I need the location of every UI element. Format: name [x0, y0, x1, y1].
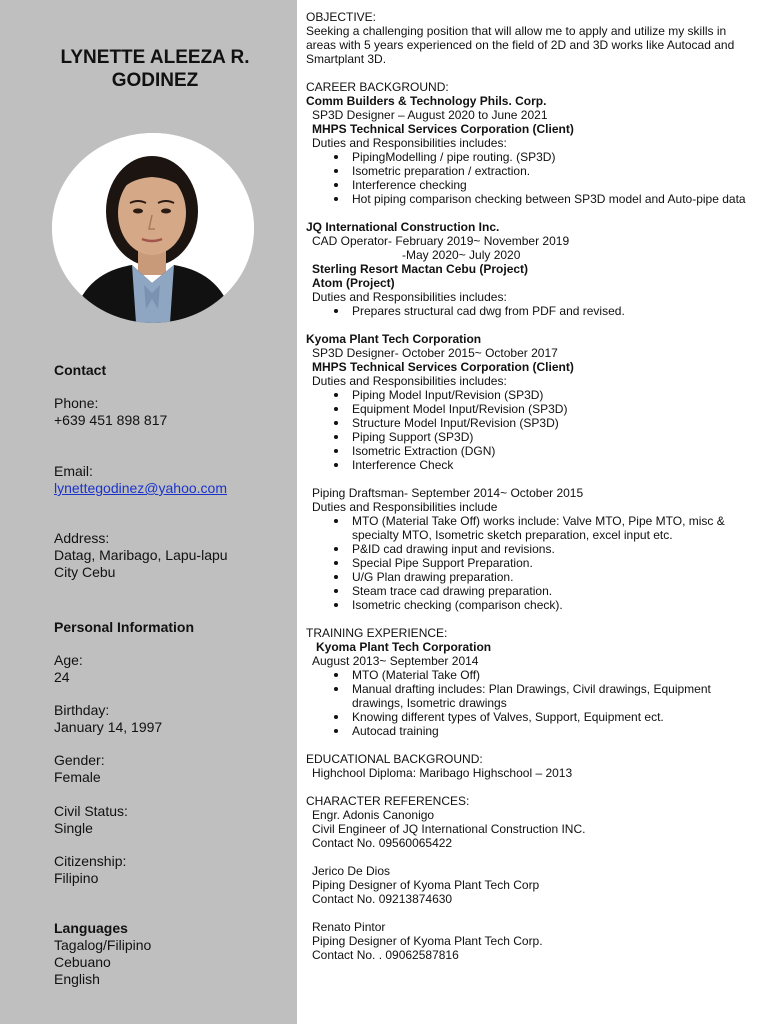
contact-heading: Contact: [54, 362, 107, 378]
citizenship-value: Filipino: [54, 870, 99, 886]
job3-client: MHPS Technical Services Corporation (Client): [312, 360, 574, 374]
language-item: Cebuano: [54, 954, 111, 970]
applicant-name: LYNETTE ALEEZA R. GODINEZ: [60, 47, 250, 91]
main-content: [306, 10, 758, 962]
reference-title: Piping Designer of Kyoma Plant Tech Corp.: [312, 934, 543, 948]
objective-heading: OBJECTIVE:: [306, 10, 377, 24]
objective-text: Seeking a challenging position that will allow me to apply and utilize my skills in areas with 5 years experienced on the field of 2D and 3D works like Autocad and Smartplant 3D.: [306, 24, 735, 66]
birthday-label: Birthday:: [54, 702, 110, 718]
phone-value: +639 451 898 817: [54, 412, 168, 428]
list-item: Isometric Extraction (DGN): [306, 444, 758, 458]
civil-status-label: Civil Status:: [54, 803, 128, 819]
education-heading: EDUCATIONAL BACKGROUND:: [306, 752, 483, 766]
job2-role: CAD Operator- February 2019~ November 2019: [312, 234, 570, 248]
job1-role: SP3D Designer – August 2020 to June 2021: [312, 108, 548, 122]
citizenship-label: Citizenship:: [54, 853, 127, 869]
gender-label: Gender:: [54, 752, 105, 768]
age-label: Age:: [54, 652, 83, 668]
training-heading: TRAINING EXPERIENCE:: [306, 626, 448, 640]
job2-duties-label: Duties and Responsibilities includes:: [312, 290, 507, 304]
address-line1: Datag, Maribago, Lapu-lapu: [54, 547, 228, 563]
job3-role: SP3D Designer- October 2015~ October 2017: [312, 346, 558, 360]
address-label: Address:: [54, 530, 110, 546]
language-item: English: [54, 971, 100, 987]
job1-client: MHPS Technical Services Corporation (Client): [312, 122, 574, 136]
languages-heading: Languages: [54, 920, 128, 936]
list-item: Piping Model Input/Revision (SP3D): [306, 388, 758, 402]
email-link[interactable]: lynettegodinez@yahoo.com: [54, 480, 227, 496]
list-item: Piping Support (SP3D): [306, 430, 758, 444]
job2-project1: Sterling Resort Mactan Cebu (Project): [312, 262, 529, 276]
list-item: Interference checking: [306, 178, 758, 192]
references-heading: CHARACTER REFERENCES:: [306, 794, 470, 808]
career-heading: CAREER BACKGROUND:: [306, 80, 449, 94]
education-text: Highchool Diploma: Maribago Highschool – 2013: [312, 766, 573, 780]
job1-duties-label: Duties and Responsibilities includes:: [312, 136, 507, 150]
age-value: 24: [54, 669, 70, 685]
list-item: MTO (Material Take Off) works include: Valve MTO, Pipe MTO, misc & specialty MTO, Isometric sketch preparation, excel input etc.: [306, 514, 758, 542]
job3-duties: [306, 388, 758, 472]
list-item: MTO (Material Take Off): [306, 668, 758, 682]
list-item: Special Pipe Support Preparation.: [306, 556, 758, 570]
list-item: Manual drafting includes: Plan Drawings, Civil drawings, Equipment drawings, Isometric drawings: [306, 682, 758, 710]
address-line2: City Cebu: [54, 564, 116, 580]
training-items: [306, 668, 758, 738]
gender-value: Female: [54, 769, 101, 785]
sidebar: [0, 0, 297, 1024]
training-period: August 2013~ September 2014: [312, 654, 479, 668]
job4-duties: [306, 514, 758, 612]
job2-project2: Atom (Project): [312, 276, 395, 290]
personal-heading: Personal Information: [54, 619, 195, 635]
list-item: Prepares structural cad dwg from PDF and revised.: [306, 304, 758, 318]
reference-name: Engr. Adonis Canonigo: [312, 808, 435, 822]
job3-company: Kyoma Plant Tech Corporation: [306, 332, 482, 346]
job2-role-cont: -May 2020~ July 2020: [402, 248, 521, 262]
list-item: Isometric checking (comparison check).: [306, 598, 758, 612]
reference-name: Renato Pintor: [312, 920, 386, 934]
email-label: Email:: [54, 463, 93, 479]
list-item: Isometric preparation / extraction.: [306, 164, 758, 178]
reference-title: Civil Engineer of JQ International Construction INC.: [312, 822, 586, 836]
list-item: Knowing different types of Valves, Support, Equipment ect.: [306, 710, 758, 724]
birthday-value: January 14, 1997: [54, 719, 163, 735]
list-item: P&ID cad drawing input and revisions.: [306, 542, 758, 556]
reference-contact: Contact No. 09213874630: [312, 892, 453, 906]
job4-role: Piping Draftsman- September 2014~ October 2015: [312, 486, 584, 500]
reference-contact: Contact No. . 09062587816: [312, 948, 459, 962]
list-item: Structure Model Input/Revision (SP3D): [306, 416, 758, 430]
list-item: Autocad training: [306, 724, 758, 738]
list-item: Steam trace cad drawing preparation.: [306, 584, 758, 598]
phone-label: Phone:: [54, 395, 99, 411]
job2-duties: [306, 304, 758, 318]
reference-name: Jerico De Dios: [312, 864, 391, 878]
list-item: U/G Plan drawing preparation.: [306, 570, 758, 584]
job4-duties-label: Duties and Responsibilities include: [312, 500, 498, 514]
list-item: Equipment Model Input/Revision (SP3D): [306, 402, 758, 416]
training-company: Kyoma Plant Tech Corporation: [316, 640, 492, 654]
job2-company: JQ International Construction Inc.: [306, 220, 500, 234]
list-item: Interference Check: [306, 458, 758, 472]
list-item: PipingModelling / pipe routing. (SP3D): [306, 150, 758, 164]
reference-title: Piping Designer of Kyoma Plant Tech Corp: [312, 878, 540, 892]
list-item: Hot piping comparison checking between SP3D model and Auto-pipe data: [306, 192, 758, 206]
job1-duties: [306, 150, 758, 206]
reference-contact: Contact No. 09560065422: [312, 836, 453, 850]
job1-company: Comm Builders & Technology Phils. Corp.: [306, 94, 547, 108]
job3-duties-label: Duties and Responsibilities includes:: [312, 374, 507, 388]
profile-photo: [52, 133, 254, 323]
civil-status-value: Single: [54, 820, 93, 836]
language-item: Tagalog/Filipino: [54, 937, 152, 953]
